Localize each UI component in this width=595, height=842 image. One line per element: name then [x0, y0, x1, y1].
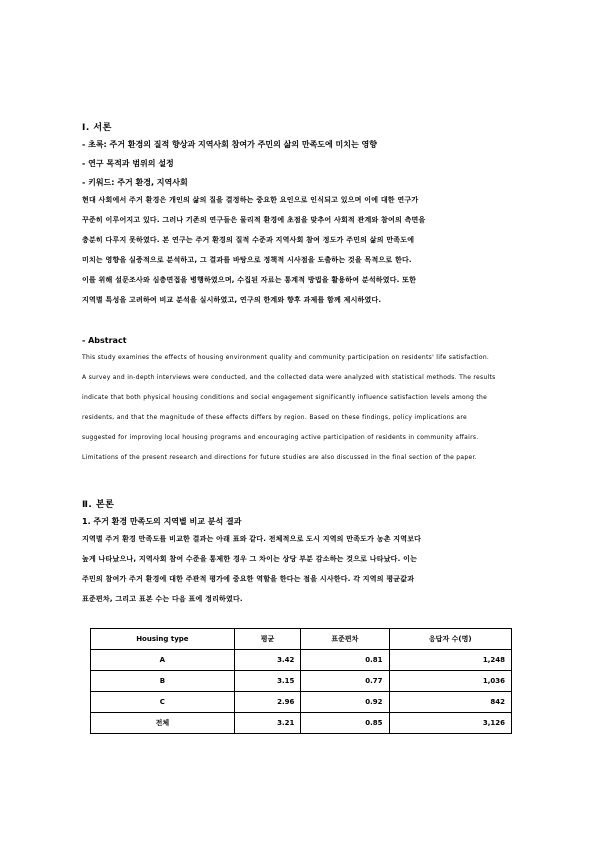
section2-heading: Ⅱ. 본론 [82, 500, 115, 510]
table-cell: A [91, 650, 235, 671]
table-row [91, 713, 512, 734]
table-row [91, 650, 512, 671]
paragraph-line: 지역별 특성을 고려하여 비교 분석을 실시하였고, 연구의 한계와 향후 과제를 함께 제시하였다. [82, 296, 382, 304]
table-cell: 0.92 [301, 692, 389, 713]
table-header-cell: 평균 [234, 629, 301, 650]
table-header-row [91, 629, 512, 650]
paragraph-line: 지역별 주거 환경 만족도를 비교한 결과는 아래 표와 같다. 전체적으로 도시 지역의 만족도가 농촌 지역보다 [82, 535, 422, 543]
table-cell: 0.81 [301, 650, 389, 671]
table-cell: B [91, 671, 235, 692]
table-cell: 3,126 [389, 713, 512, 734]
abstract-line: suggested for improving local housing programs and encouraging active participation of residents in community affairs. [82, 434, 479, 441]
table-header-cell: 표준편차 [301, 629, 389, 650]
table-row [91, 692, 512, 713]
abstract-line: residents, and that the magnitude of these effects differs by region. Based on these findings, policy implications are [82, 414, 468, 421]
table-row [91, 671, 512, 692]
section1-heading: Ⅰ. 서론 [82, 123, 112, 133]
paragraph-line: 현대 사회에서 주거 환경은 개인의 삶의 질을 결정하는 중요한 요인으로 인식되고 있으며 이에 대한 연구가 [82, 196, 419, 204]
table-cell: 3.42 [234, 650, 301, 671]
table-cell: 1,248 [389, 650, 512, 671]
table-cell: 0.85 [301, 713, 389, 734]
table-cell: 전체 [91, 713, 235, 734]
paragraph-line: 표준편차, 그리고 표본 수는 다음 표에 정리하였다. [82, 595, 243, 603]
table-header-cell: Housing type [91, 629, 235, 650]
abstract-heading: - Abstract [82, 336, 127, 345]
subtitle-line: - 연구 목적과 범위의 설정 [82, 159, 174, 168]
paragraph-line: 이를 위해 설문조사와 심층면접을 병행하였으며, 수집된 자료는 통계적 방법을 활용하여 분석하였다. 또한 [82, 276, 417, 284]
table-cell: 2.96 [234, 692, 301, 713]
abstract-line: This study examines the effects of housing environment quality and community participation on residents' life satisfaction. [82, 354, 490, 361]
table-cell: C [91, 692, 235, 713]
paragraph-line: 충분히 다루지 못하였다. 본 연구는 주거 환경의 질적 수준과 지역사회 참여 정도가 주민의 삶의 만족도에 [82, 236, 415, 244]
abstract-line: indicate that both physical housing conditions and social engagement significantly influence satisfaction levels among the [82, 394, 488, 401]
abstract-line: Limitations of the present research and directions for future studies are also discussed in the final section of the paper. [82, 454, 477, 461]
abstract-line: A survey and in-depth interviews were conducted, and the collected data were analyzed with statistical methods. The results [82, 374, 496, 381]
paragraph-line: 주민의 참여가 주거 환경에 대한 주관적 평가에 중요한 역할을 한다는 점을 시사한다. 각 지역의 평균값과 [82, 575, 415, 583]
table-cell: 842 [389, 692, 512, 713]
paragraph-line: 꾸준히 이루어지고 있다. 그러나 기존의 연구들은 물리적 환경에 초점을 맞추어 사회적 관계와 참여의 측면을 [82, 216, 426, 224]
paragraph-line: 미치는 영향을 실증적으로 분석하고, 그 결과를 바탕으로 정책적 시사점을 도출하는 것을 목적으로 한다. [82, 256, 412, 264]
title-line: - 초록: 주거 환경의 질적 향상과 지역사회 참여가 주민의 삶의 만족도에 미치는 영향 [82, 140, 377, 149]
table-cell: 1,036 [389, 671, 512, 692]
table-cell: 3.15 [234, 671, 301, 692]
table-cell: 0.77 [301, 671, 389, 692]
section2-subheading: 1. 주거 환경 만족도의 지역별 비교 분석 결과 [82, 517, 242, 526]
data-table [90, 628, 512, 734]
keyword-line: - 키워드: 주거 환경, 지역사회 [82, 178, 188, 187]
table-header-cell: 응답자 수(명) [389, 629, 512, 650]
paragraph-line: 높게 나타났으나, 지역사회 참여 수준을 통제한 경우 그 차이는 상당 부분 감소하는 것으로 나타났다. 이는 [82, 555, 418, 563]
table-cell: 3.21 [234, 713, 301, 734]
